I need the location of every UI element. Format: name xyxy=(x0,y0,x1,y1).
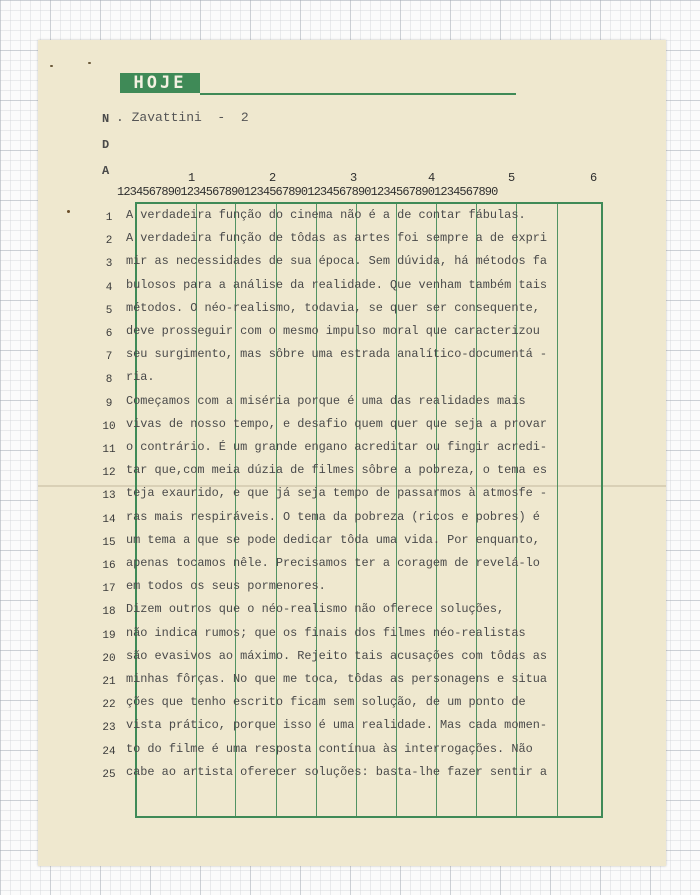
text-line: to do filme é uma resposta contínua às interrogações. Não xyxy=(126,741,533,756)
text-line: são evasivos ao máximo. Rejeito tais acusações com tôdas as xyxy=(126,648,547,663)
text-line: Começamos com a miséria porque é uma das realidades mais xyxy=(126,393,526,408)
ruler-tens-4: 4 xyxy=(428,171,436,185)
paper-speck xyxy=(88,62,91,64)
text-line: minhas fôrças. No que me toca, tôdas as personagens e situa xyxy=(126,672,547,686)
ruler-tens-6: 6 xyxy=(590,171,598,185)
line-number: 8 xyxy=(105,374,113,387)
typewritten-page xyxy=(38,40,666,866)
line-number: 19 xyxy=(102,629,116,642)
text-line: mir as necessidades de sua época. Sem dúvida, há métodos fa xyxy=(126,254,547,269)
line-number: 25 xyxy=(102,768,116,781)
column-ruler: 123456789012345678901234567890123456789012345678901234567890 xyxy=(117,185,498,199)
line-number: 16 xyxy=(102,560,116,572)
margin-letter-a: A xyxy=(102,164,110,178)
text-line: tar que,com meia dúzia de filmes sôbre a pobreza, o tema es xyxy=(126,463,547,478)
text-line: um tema a que se pode dedicar tôda uma vida. Por enquanto, xyxy=(126,532,540,547)
text-line: ções que tenho escrito ficam sem solução, de um ponto de xyxy=(126,695,526,710)
line-number: 10 xyxy=(102,420,116,433)
line-number: 14 xyxy=(102,513,116,526)
line-number: 5 xyxy=(105,304,113,317)
text-line: Dizem outros que o néo-realismo não oferece soluções, xyxy=(126,602,505,617)
text-line: vista prático, porque isso é uma realidade. Mas cada momen- xyxy=(126,718,547,733)
text-line: cabe ao artista oferecer soluções: basta-lhe fazer sentir a xyxy=(126,764,547,779)
text-line: o contrário. É um grande engano acreditar ou fingir acredi- xyxy=(126,440,547,454)
paper-speck xyxy=(67,210,70,213)
typed-title: . Zavattini - 2 xyxy=(116,110,249,125)
line-number: 22 xyxy=(102,699,116,712)
margin-letter-n: N xyxy=(102,112,110,126)
paper-speck xyxy=(50,65,53,67)
line-number: 18 xyxy=(102,606,116,619)
text-line: ras mais respiráveis. O tema da pobreza (ricos e pobres) é xyxy=(126,509,540,524)
line-number: 11 xyxy=(102,444,116,456)
line-number: 1 xyxy=(105,212,113,224)
line-number: 9 xyxy=(105,397,113,410)
line-number: 6 xyxy=(105,328,113,340)
line-number: 12 xyxy=(102,467,116,480)
line-number: 13 xyxy=(102,490,116,503)
line-number: 17 xyxy=(102,583,116,596)
text-line: em todos os seus pormenores. xyxy=(126,579,326,594)
header-rule xyxy=(200,93,516,95)
text-line: A verdadeira função do cinema não é a de contar fábulas. xyxy=(126,208,526,222)
ruler-tens-3: 3 xyxy=(350,171,358,185)
header-label: HOJE xyxy=(120,73,200,93)
text-line: deve prosseguir com o mesmo impulso moral que caracterizou xyxy=(126,324,540,338)
ruler-tens-2: 2 xyxy=(269,171,277,185)
text-line: não indica rumos; que os finais dos filmes néo-realistas xyxy=(126,625,526,640)
margin-letter-d: D xyxy=(102,138,110,152)
line-number: 2 xyxy=(105,235,113,248)
line-number: 23 xyxy=(102,722,116,735)
ruler-tens-1: 1 xyxy=(188,171,196,185)
line-number: 4 xyxy=(105,281,113,294)
line-number: 21 xyxy=(102,676,116,688)
line-number: 20 xyxy=(102,652,116,665)
line-number: 3 xyxy=(105,258,113,271)
text-line: A verdadeira função de tôdas as artes foi sempre a de expri xyxy=(126,231,547,246)
text-line: teja exaurido, e que já seja tempo de passarmos à atmosfe - xyxy=(126,486,547,501)
ruler-tens-5: 5 xyxy=(508,171,516,185)
text-line: métodos. O néo-realismo, todavia, se quer ser consequente, xyxy=(126,300,540,315)
text-line: ria. xyxy=(126,370,155,385)
text-line: seu surgimento, mas sôbre uma estrada analítico-documentá - xyxy=(126,347,547,362)
line-number: 24 xyxy=(102,745,116,758)
text-line: vivas de nosso tempo, e desafio quem quer que seja a provar xyxy=(126,416,547,431)
text-line: apenas tocamos nêle. Precisamos ter a coragem de revelá-lo xyxy=(126,556,540,570)
line-number: 15 xyxy=(102,536,116,549)
text-line: bulosos para a análise da realidade. Que venham também tais xyxy=(126,277,547,292)
line-number: 7 xyxy=(105,351,113,364)
